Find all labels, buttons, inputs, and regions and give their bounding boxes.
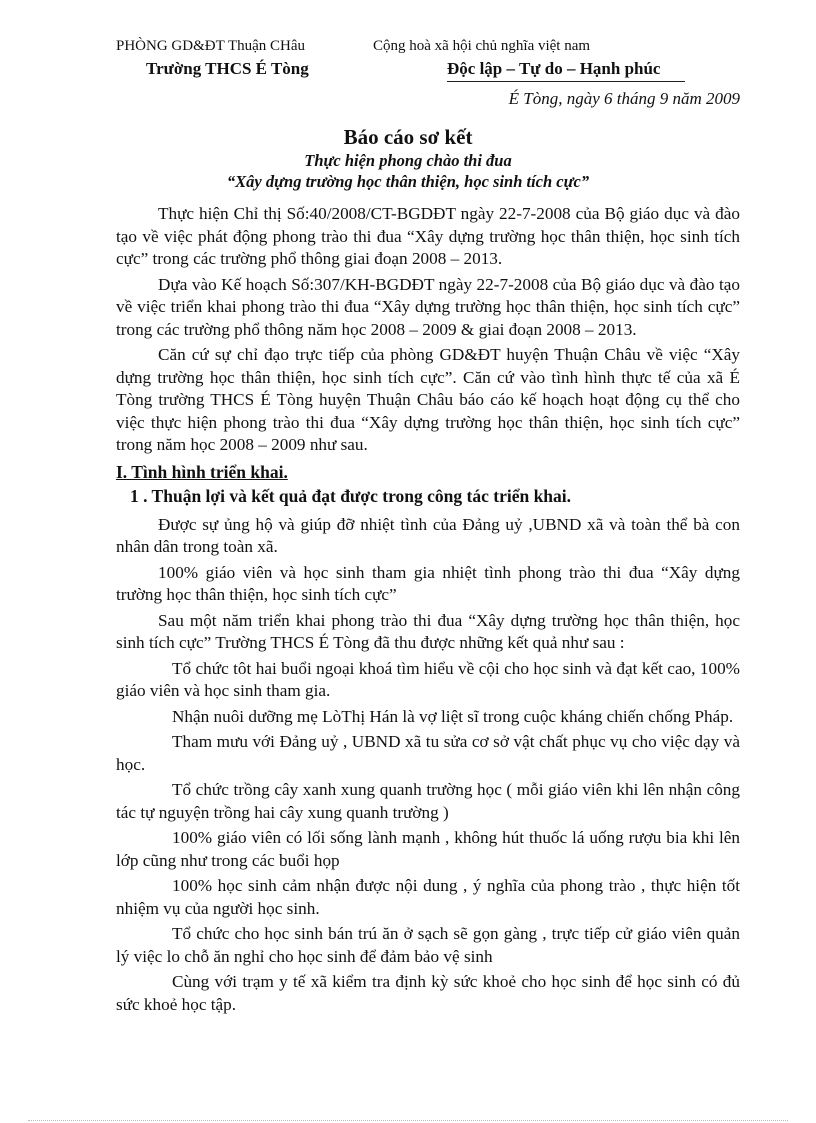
document-subtitle-1: Thực hiện phong chào thi đua: [304, 151, 512, 170]
document-date: É Tòng, ngày 6 tháng 9 năm 2009: [508, 89, 740, 108]
school-name: Trường THCS É Tòng: [146, 59, 309, 78]
document-title: Báo cáo sơ kết: [343, 125, 473, 149]
document-subtitle-2: “Xây dựng trường học thân thiện, học sinh tích cực”: [226, 172, 590, 191]
paragraph-plan: Dựa vào Kế hoạch Số:307/KH-BGDĐT ngày 22-7-2008 của Bộ giáo dục và đào tạo về việc triển khai phong trào thi đua “Xây dựng trường học thân thiện, học sinh tích cực” trong các trường phổ thông năm học 2008 – 2009 & giai đoạn 2008 – 2013.: [116, 274, 740, 339]
department-name: PHÒNG GD&ĐT Thuận CHâu: [116, 38, 306, 54]
paragraph-result-health: Cùng với trạm y tế xã kiểm tra định kỳ sức khoẻ cho học sinh để học sinh có đủ sức khoẻ học tập.: [116, 972, 740, 1014]
national-motto: Độc lập – Tự do – Hạnh phúc: [447, 59, 661, 78]
paragraph-result-extracurricular: Tổ chức tôt hai buổi ngoại khoá tìm hiểu về cội cho học sinh và đạt kết cao, 100% giáo viên và học sinh tham gia.: [116, 658, 740, 700]
document-body: [116, 203, 740, 1019]
paragraph-basis: Căn cứ sự chỉ đạo trực tiếp của phòng GD&ĐT huyện Thuận Châu về việc “Xây dựng trường học thân thiện, học sinh tích cực”. Căn cứ vào tình hình thực tế của xã É Tòng trường THCS É Tòng huyện Thuận Châu báo cáo kế hoạch hoạt động cụ thể cho việc thực hiện phong trào thi đua “Xây dựng trường học thân thiện, học sinh tích cực” trong năm học 2008 – 2009 như sau.: [116, 345, 740, 454]
paragraph-participation: 100% giáo viên và học sinh tham gia nhiệt tình phong trào thi đua “Xây dựng trường học thân thiện, học sinh tích cực”: [116, 562, 740, 604]
motto-underline: [447, 81, 685, 82]
paragraph-result-students: 100% học sinh cảm nhận được nội dung , ý nghĩa của phong trào , thực hiện tốt nhiệm vụ của người học sinh.: [116, 876, 740, 918]
paragraph-result-boarding: Tổ chức cho học sinh bán trú ăn ở sạch sẽ gọn gàng , trực tiếp cử giáo viên quản lý việc lo chỗ ăn nghỉ cho học sinh để đảm bảo vệ sinh: [116, 924, 740, 966]
paragraph-result-facilities: Tham mưu với Đảng uỷ , UBND xã tu sửa cơ sở vật chất phục vụ cho việc dạy và học.: [116, 732, 740, 774]
paragraph-result-trees: Tổ chức trồng cây xanh xung quanh trường học ( mỗi giáo viên khi lên nhận công tác tự nguyện trồng hai cây xung quanh trường ): [116, 780, 740, 822]
page-bottom-divider: [28, 1120, 788, 1121]
national-title: Cộng hoà xã hội chủ nghĩa việt nam: [373, 38, 591, 54]
paragraph-result-adoption: Nhận nuôi dưỡng mẹ LòThị Hán là vợ liệt sĩ trong cuộc kháng chiến chống Pháp.: [172, 706, 734, 726]
paragraph-result-lifestyle: 100% giáo viên có lối sống lành mạnh , không hút thuốc lá uống rượu bia khi lên lớp cũng như trong các buổi họp: [116, 828, 740, 870]
paragraph-directive: Thực hiện Chỉ thị Số:40/2008/CT-BGDĐT ngày 22-7-2008 của Bộ giáo dục và đào tạo về việc phát động phong trào thi đua “Xây dựng trường học thân thiện, học sinh tích cực” trong các trường phổ thông giai đoạn 2008 – 2013.: [116, 204, 740, 268]
section-heading: I. Tình hình triển khai.: [116, 461, 288, 482]
paragraph-support: Được sự ủng hộ và giúp đỡ nhiệt tình của Đảng uỷ ,UBND xã và toàn thể bà con nhân dân trong toàn xã.: [116, 514, 740, 556]
paragraph-results-intro: Sau một năm triển khai phong trào thi đua “Xây dựng trường học thân thiện, học sinh tích cực” Trường THCS É Tòng đã thu được những kết quả như sau :: [116, 610, 740, 652]
subsection-heading: 1 . Thuận lợi và kết quả đạt được trong công tác triển khai.: [130, 486, 572, 506]
